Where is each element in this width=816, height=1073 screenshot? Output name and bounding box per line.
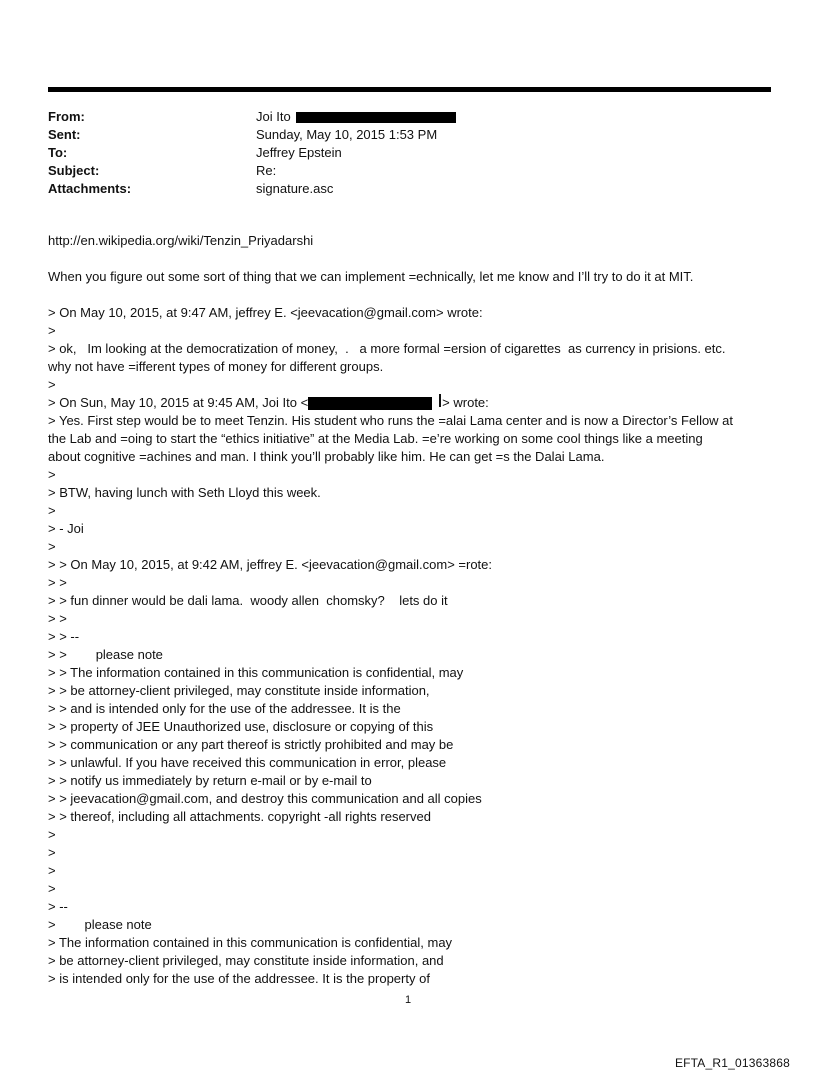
body-line: When you figure out some sort of thing that we can implement =echnically, let me know and I’ll try to do it at MIT. [48, 269, 694, 284]
to-row [48, 144, 748, 162]
body-line: > > thereof, including all attachments. copyright -all rights reserved [48, 809, 431, 824]
body-line: > [48, 845, 56, 860]
body-line: > > jeevacation@gmail.com, and destroy this communication and all copies [48, 791, 482, 806]
body-line: > [48, 503, 56, 518]
body-line: > [48, 323, 56, 338]
from-value [256, 108, 456, 126]
from-label: From: [48, 109, 85, 124]
body-line: > [48, 539, 56, 554]
body-line: > BTW, having lunch with Seth Lloyd this week. [48, 485, 321, 500]
body-line: about cognitive =achines and man. I think you’ll probably like him. He can get =s the Dalai Lama. [48, 449, 605, 464]
page-number: 1 [404, 994, 412, 1006]
body-line: > [48, 467, 56, 482]
body-line: > > fun dinner would be dali lama. woody allen chomsky? lets do it [48, 593, 448, 608]
body-line: > > please note [48, 647, 163, 662]
header-rule [48, 87, 771, 92]
body-line: > ok, Im looking at the democratization of money, . a more formal =ersion of cigarettes as currency in prisions. etc. [48, 341, 726, 356]
body-line [48, 394, 773, 412]
body-line: > - Joi [48, 521, 84, 536]
document-id-stamp: EFTA_R1_01363868 [674, 1056, 790, 1070]
body-line: > > and is intended only for the use of the addressee. It is the [48, 701, 401, 716]
body-line: > please note [48, 917, 152, 932]
body-line: > The information contained in this communication is confidential, may [48, 935, 453, 950]
body-line: > Yes. First step would be to meet Tenzin. His student who runs the =alai Lama center and is now a Director’s Fellow at [48, 413, 734, 428]
to-label: To: [48, 145, 68, 160]
body-line: > > -- [48, 629, 80, 644]
body-line-start: > On Sun, May 10, 2015 at 9:45 AM, Joi Ito < [48, 395, 309, 410]
body-line: > > be attorney-client privileged, may constitute inside information, [48, 683, 430, 698]
body-line: > is intended only for the use of the addressee. It is the property of [48, 971, 430, 986]
redaction-block [296, 112, 456, 123]
subject-row [48, 162, 748, 180]
body-line: why not have =ifferent types of money for different groups. [48, 359, 384, 374]
sent-value: Sunday, May 10, 2015 1:53 PM [256, 127, 438, 142]
email-body [48, 232, 773, 988]
body-line: > [48, 881, 56, 896]
redaction-block [308, 397, 432, 410]
redaction-edge [432, 394, 441, 407]
subject-value: Re: [256, 163, 277, 178]
body-line: > > The information contained in this communication is confidential, may [48, 665, 464, 680]
body-line: > > unlawful. If you have received this communication in error, please [48, 755, 447, 770]
body-line: > > On May 10, 2015, at 9:42 AM, jeffrey E. <jeevacation@gmail.com> =rote: [48, 557, 493, 572]
body-line: > > [48, 575, 67, 590]
from-row [48, 108, 748, 126]
body-line: > [48, 377, 56, 392]
attachments-row [48, 180, 748, 198]
body-line: > > communication or any part thereof is strictly prohibited and may be [48, 737, 454, 752]
attachments-label: Attachments: [48, 181, 132, 196]
from-name: Joi Ito [256, 109, 291, 124]
body-line: > > notify us immediately by return e-mail or by e-mail to [48, 773, 372, 788]
subject-label: Subject: [48, 163, 100, 178]
body-line: > > property of JEE Unauthorized use, disclosure or copying of this [48, 719, 434, 734]
body-line: > -- [48, 899, 68, 914]
body-line: > be attorney-client privileged, may constitute inside information, and [48, 953, 444, 968]
body-line: > [48, 827, 56, 842]
body-line: the Lab and =oing to start the “ethics initiative” at the Media Lab. =e’re working on some cool things like a meeting [48, 431, 703, 446]
body-line: > [48, 863, 56, 878]
email-header-block [48, 108, 748, 198]
body-line: > > [48, 611, 67, 626]
to-value: Jeffrey Epstein [256, 145, 342, 160]
attachments-value: signature.asc [256, 181, 334, 196]
body-line-link: http://en.wikipedia.org/wiki/Tenzin_Priyadarshi [48, 233, 314, 248]
sent-label: Sent: [48, 127, 81, 142]
sent-row [48, 126, 748, 144]
body-line-end: > wrote: [442, 395, 489, 410]
body-line: > On May 10, 2015, at 9:47 AM, jeffrey E. <jeevacation@gmail.com> wrote: [48, 305, 483, 320]
